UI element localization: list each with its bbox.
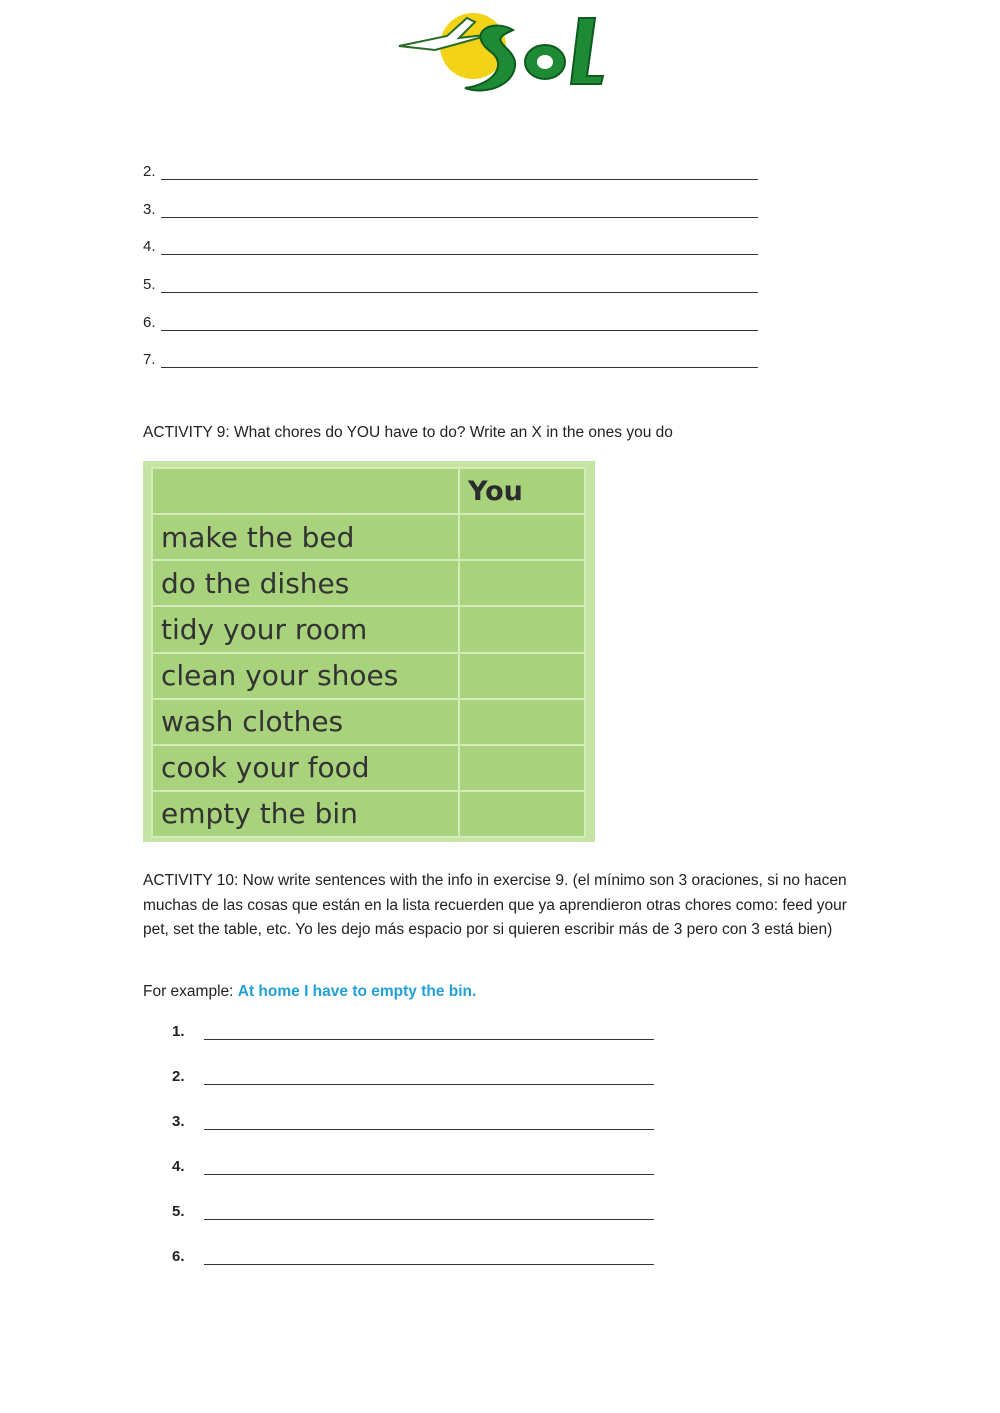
answer-line[interactable]: [172, 1063, 654, 1085]
line-number: 3.: [143, 201, 156, 218]
table-row: [152, 560, 585, 606]
you-check-cell[interactable]: [459, 791, 585, 837]
answer-number: 4.: [172, 1158, 185, 1175]
table-row: [152, 699, 585, 745]
chore-label: wash clothes: [152, 699, 459, 745]
line-number: 5.: [143, 276, 156, 293]
blank-line[interactable]: [161, 316, 758, 331]
writing-line[interactable]: [143, 158, 758, 180]
chores-table: [143, 461, 595, 842]
chore-label: do the dishes: [152, 560, 459, 606]
line-number: 2.: [143, 163, 156, 180]
line-number: 6.: [143, 314, 156, 331]
answer-line[interactable]: [172, 1243, 654, 1265]
writing-line[interactable]: [143, 309, 758, 331]
you-check-cell[interactable]: [459, 653, 585, 699]
chore-label: cook your food: [152, 745, 459, 791]
blank-line[interactable]: [161, 165, 758, 180]
table-header-row: [152, 468, 585, 514]
you-check-cell[interactable]: [459, 606, 585, 652]
answer-number: 3.: [172, 1113, 185, 1130]
answer-line[interactable]: [172, 1153, 654, 1175]
table-row: [152, 791, 585, 837]
you-check-cell[interactable]: [459, 699, 585, 745]
table-row: [152, 606, 585, 652]
line-number: 7.: [143, 351, 156, 368]
answer-number: 5.: [172, 1203, 185, 1220]
blank-line[interactable]: [161, 278, 758, 293]
table-row: [152, 514, 585, 560]
example-label: For example:: [143, 983, 234, 1000]
chore-label: tidy your room: [152, 606, 459, 652]
table-row: [152, 653, 585, 699]
answer-number: 6.: [172, 1248, 185, 1265]
you-check-cell[interactable]: [459, 745, 585, 791]
table-row: [152, 745, 585, 791]
blank-line[interactable]: [204, 1025, 654, 1040]
you-column-header: You: [459, 468, 585, 514]
writing-line[interactable]: [143, 346, 758, 368]
answer-line[interactable]: [172, 1198, 654, 1220]
blank-line[interactable]: [204, 1115, 654, 1130]
blank-line[interactable]: [204, 1205, 654, 1220]
activity10-instructions: ACTIVITY 10: Now write sentences with the info in exercise 9. (el mínimo son 3 oraciones, si no hacen muchas de las cosas que están en la lista recuerden que ya aprendieron otras chores como: feed your pet, set the table, etc. Yo les dejo más espacio por si quieren escribir más de 3 pero con 3 está bien): [143, 872, 847, 938]
writing-line[interactable]: [143, 196, 758, 218]
example-sentence: At home I have to empty the bin.: [237, 983, 477, 1000]
blank-line[interactable]: [161, 240, 758, 255]
you-check-cell[interactable]: [459, 560, 585, 606]
chore-label: clean your shoes: [152, 653, 459, 699]
blank-line[interactable]: [204, 1160, 654, 1175]
activity9-title: ACTIVITY 9: What chores do YOU have to do? Write an X in the ones you do: [143, 424, 673, 441]
chore-label: empty the bin: [152, 791, 459, 837]
answer-line[interactable]: [172, 1018, 654, 1040]
chore-header-empty: [152, 468, 459, 514]
line-number: 4.: [143, 238, 156, 255]
blank-line[interactable]: [161, 353, 758, 368]
sol-logo: [395, 6, 610, 102]
you-check-cell[interactable]: [459, 514, 585, 560]
example-line: [143, 980, 476, 1005]
answer-number: 2.: [172, 1068, 185, 1085]
chore-label: make the bed: [152, 514, 459, 560]
answer-number: 1.: [172, 1023, 185, 1040]
answer-line[interactable]: [172, 1108, 654, 1130]
blank-line[interactable]: [161, 203, 758, 218]
writing-line[interactable]: [143, 271, 758, 293]
blank-line[interactable]: [204, 1070, 654, 1085]
blank-line[interactable]: [204, 1250, 654, 1265]
writing-line[interactable]: [143, 233, 758, 255]
